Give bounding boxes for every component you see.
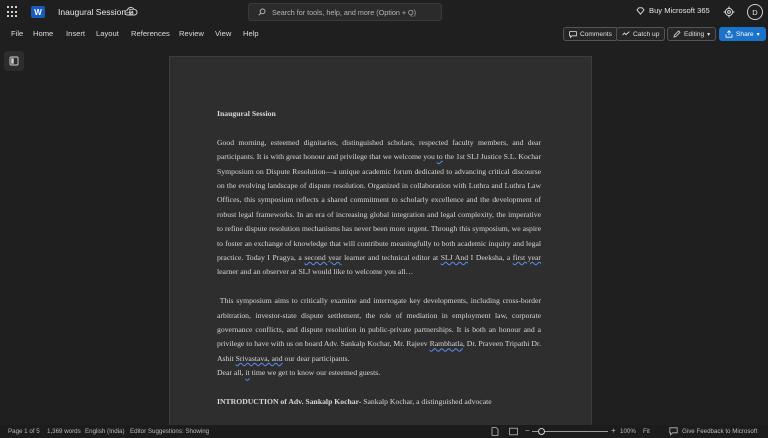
editor-suggestions-status[interactable]: Editor Suggestions: Showing (130, 428, 210, 435)
menu-help[interactable]: Help (243, 29, 259, 38)
share-icon (725, 30, 733, 38)
introduction-heading: INTRODUCTION of Adv. Sankalp Kochar- (217, 397, 362, 407)
pencil-icon (673, 30, 681, 38)
text-run: time we get to know our esteemed guests. (249, 368, 381, 378)
editing-mode-button[interactable] (667, 27, 716, 41)
menu-file[interactable]: File (11, 29, 24, 38)
catch-up-button[interactable] (616, 27, 665, 41)
menu-layout[interactable]: Layout (96, 29, 119, 38)
share-label: Share (736, 30, 754, 38)
focus-mode-icon[interactable] (491, 427, 499, 436)
zoom-slider-thumb[interactable] (538, 428, 545, 435)
chevron-down-icon: ▾ (756, 31, 760, 38)
spelling-suggestion[interactable]: Rambhatla (429, 339, 463, 349)
word-count[interactable]: 1,369 words (47, 428, 81, 435)
text-run: our dear participants. (282, 353, 350, 363)
title-bar (0, 0, 768, 24)
cloud-saved-icon[interactable] (124, 6, 138, 17)
zoom-out-button[interactable]: − (525, 426, 530, 435)
text-run: the 1st SLJ Justice S.L. Kochar Symposium on Dispute Resolution—a unique academic forum dedicated to advancing critical discourse on the evolving landscape of dispute resolution. Organized in collaboration with Luthra and Luthra Law Offices, this symposium reflects a shared commitment to scholarly excellence and the development of robust legal frameworks. In an era of increasing global integration and legal complexity, the imperative to refine dispute resolution mechanisms has never been more urgent. Through this symposium, we aspire to foster an exchange of knowledge that will contribute meaningfully to both academic inquiry and legal practice. Today I Pragya, a (217, 152, 542, 263)
chevron-down-icon: ▾ (707, 31, 711, 38)
menu-view[interactable]: View (215, 29, 232, 38)
paragraph-introduction (217, 395, 541, 409)
account-avatar[interactable]: D (747, 4, 763, 20)
navigation-pane-button[interactable] (4, 51, 24, 71)
word-logo-icon[interactable]: W (31, 6, 45, 18)
buy-microsoft-365-button[interactable] (636, 6, 710, 15)
status-bar (0, 425, 768, 438)
search-icon (258, 8, 266, 16)
language-indicator[interactable]: English (India) (85, 428, 125, 435)
paragraph-guests (217, 366, 541, 380)
text-run: I Deeksha, a (468, 253, 513, 263)
spelling-suggestion[interactable]: SLJ And (440, 253, 469, 263)
text-run: , Dr. Praveen Tripathi Dr. Ashit (217, 339, 541, 363)
buy-label: Buy Microsoft 365 (649, 6, 710, 15)
menu-home[interactable]: Home (33, 29, 54, 38)
navigation-pane-icon (9, 56, 19, 66)
give-feedback-link[interactable]: Give Feedback to Microsoft (682, 428, 758, 435)
spelling-suggestion[interactable]: Srivastava, and (235, 353, 283, 363)
text-run: Sankalp Kochar, a distinguished advocate (361, 397, 492, 407)
comments-button[interactable] (563, 27, 618, 41)
feedback-icon (669, 427, 678, 436)
document-page[interactable] (169, 56, 592, 426)
catch-up-label: Catch up (633, 30, 660, 38)
catch-up-icon (622, 31, 630, 38)
spelling-suggestion[interactable]: it (245, 368, 250, 378)
document-title[interactable]: Inaugural Session-5 (58, 7, 134, 17)
paragraph-aims (217, 294, 541, 366)
menu-bar (0, 24, 768, 44)
page-count[interactable]: Page 1 of 5 (8, 428, 40, 435)
text-run: Good morning, esteemed dignitaries, distinguished scholars, respected faculty members, and dear participants. It is with great honour and privilege that we welcome you (217, 137, 541, 162)
menu-insert[interactable]: Insert (66, 29, 85, 38)
text-run: learner and an observer at SLJ would like to welcome you all… (217, 267, 414, 277)
diamond-icon (636, 7, 645, 15)
spelling-suggestion[interactable]: first year (512, 253, 541, 263)
editing-label: Editing (684, 30, 705, 38)
zoom-level[interactable]: 100% (620, 428, 636, 435)
paragraph-welcome (217, 136, 541, 280)
document-heading: Inaugural Session (217, 109, 276, 118)
document-body[interactable] (217, 107, 541, 409)
spelling-suggestion[interactable]: to (436, 152, 443, 162)
page-view-icon[interactable] (509, 427, 518, 436)
share-button[interactable] (719, 27, 766, 41)
text-run: This symposium aims to critically examine and interrogate key developments, including cross-border arbitration, investor-state dispute settlement, the role of mediation in employment law, corporate governance conflicts, and dispute resolution in public-private partnerships. It is both an honour and a privilege to have with us on board Adv. Sankalp Kochar, Mr. Rajeev (217, 296, 542, 349)
comment-icon (569, 31, 577, 38)
text-run: Dear all, (217, 368, 246, 378)
search-input[interactable] (248, 3, 442, 21)
comments-label: Comments (580, 30, 612, 38)
paragraph-spacer (217, 381, 541, 395)
zoom-in-button[interactable]: + (611, 426, 616, 435)
text-run: learner and technical editor at (341, 253, 441, 263)
fit-button[interactable]: Fit (643, 428, 650, 435)
spelling-suggestion[interactable]: second year (304, 253, 342, 263)
settings-gear-icon[interactable] (723, 6, 735, 18)
menu-review[interactable]: Review (179, 29, 204, 38)
search-placeholder: Search for tools, help, and more (Option + Q) (272, 7, 417, 17)
paragraph-spacer (217, 280, 541, 294)
menu-references[interactable]: References (131, 29, 170, 38)
app-launcher-icon[interactable] (7, 6, 19, 18)
